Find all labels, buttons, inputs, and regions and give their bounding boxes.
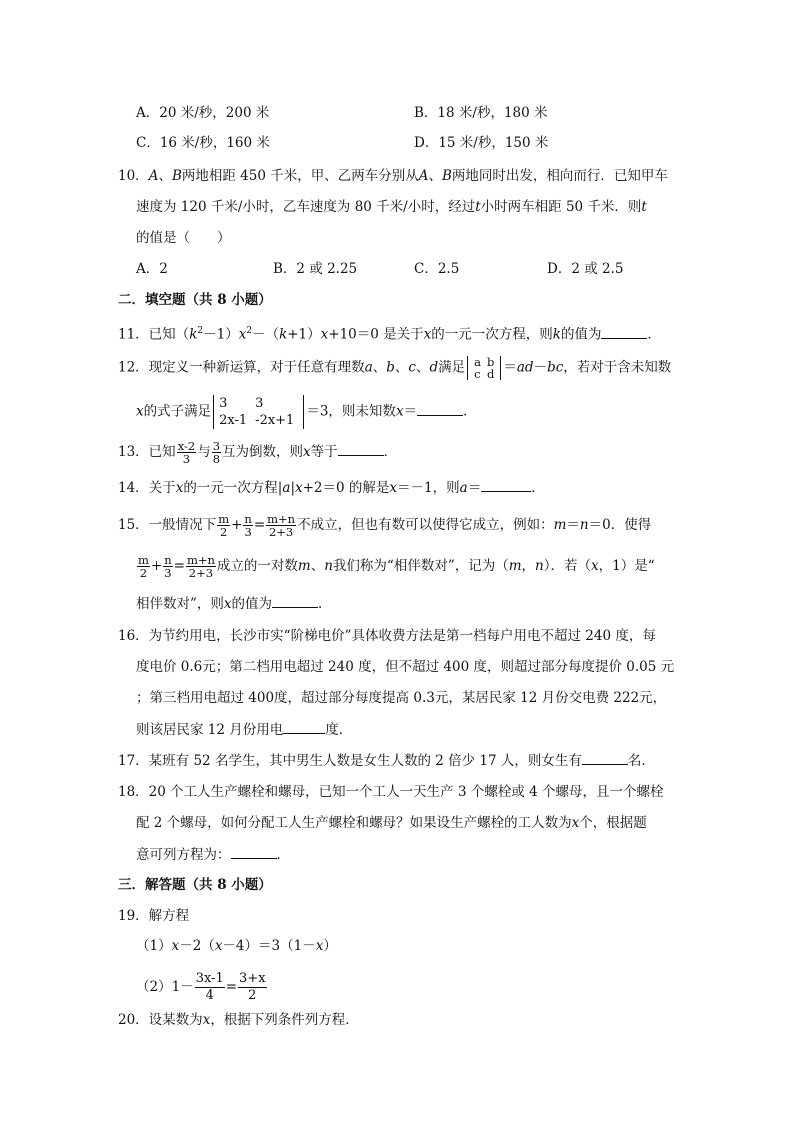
q11: 11．已知$(k^2-1)x^2-(k+1)x+10=0$ 是关于x的一元一次方程，则k的值为 ． [118,321,661,345]
q13: 13．已知 $\frac{x-2}{3}$ 与 $\frac{3}{8}$ 互为倒数，则x等于 ． [118,439,398,466]
q18-line-2: 配 2 个螺母，如何分配工人生产螺栓和螺母？如果设生产螺栓的工人数为x个，根据题 [136,815,647,831]
q9-option-a: A．20 米/秒，200 米 [136,105,270,121]
determinant-definition: a b c d [467,356,501,380]
q10-option-b: B．2 或 2.25 [273,261,358,277]
fraction: $\frac{m+n}{2+3}$ [186,553,215,580]
answer-blank [481,477,531,492]
answer-blank [601,324,647,339]
answer-blank [417,401,463,416]
fraction: $\frac{m}{2}$ [218,512,230,539]
q17: 17．某班有 52 名学生，其中男生人数是女生人数的 2 倍少 17 人，则女生有 名． [118,750,655,771]
determinant-equation: 3 3 2x-1 -2x+1 [213,395,304,429]
q18-line-1: 18．20 个工人生产螺栓和螺母，已知一个工人一天生产 3 个螺栓或 4 个螺母，且一个螺栓 [118,784,664,800]
q20: 20．设某数为x，根据下列条件列方程． [118,1012,359,1028]
q12-line-2: x的式子满足 3 3 2x-1 -2x+1 ＝3，则未知数x＝ ． [136,396,477,428]
answer-blank [582,750,628,765]
fraction: $\frac{m}{2}$ [138,553,149,580]
q10-option-c: C．2.5 [414,261,460,277]
section-3-title: 三．解答题（共 8 小题） [118,877,272,893]
q19-part-2: （2）1－ $\frac{3x-1}{4}$ = $\frac{3+x}{2}$ [136,971,266,1003]
q16-line-1: 16．为节约用电，长沙市实“阶梯电价”具体收费方法是第一档每户用电不超过 240 度，每 [118,628,656,644]
fraction: $\frac{3}{8}$ [212,439,221,466]
answer-blank [272,593,318,608]
q19-title: 19．解方程 [118,908,190,924]
fraction: $\frac{3x-1}{4}$ [195,971,224,1003]
q18-line-3: 意可列方程为： ． [136,844,290,865]
q10-line-2: 速度为 120 千米/小时，乙车速度为 80 千米/小时，经过t小时两车相距 50 千米．则t [136,199,647,215]
fraction: $\frac{n}{3}$ [244,512,252,539]
fraction: $\frac{n}{3}$ [164,553,172,580]
q9-option-c: C．16 米/秒，160 米 [136,135,270,151]
fraction: $\frac{m+n}{2+3}$ [267,512,296,539]
q16-line-4: 则该居民家 12 月份用电 度． [136,719,352,740]
q12-line-1: 12．现定义一种新运算，对于任意有理数a、b、c、d满足 a b c d ＝ad－bc，若对于含未知数 [118,355,672,381]
section-2-title: 二．填空题（共 8 小题） [118,292,272,308]
q10-option-a: A．2 [136,261,168,277]
q16-line-3: ；第三档用电超过 400度，超过部分每度提高 0.3元，某居民家 12 月份交电费 222元， [136,690,667,706]
answer-blank [231,844,277,859]
q10-option-d: D．2 或 2.5 [547,261,624,277]
answer-blank [338,441,384,456]
q15-line-2: $\frac{m}{2}$ + $\frac{n}{3}$ = $\frac{m+n}{2+3}$ 成立的一对数m、n我们称为“相伴数对”，记为（m，n）．若（x，1）是“ [138,553,655,580]
fraction: $\frac{x-2}{3}$ [177,439,196,466]
q9-option-b: B．18 米/秒，180 米 [414,105,548,121]
q9-option-d: D．15 米/秒，150 米 [414,135,549,151]
q15-line-3: 相伴数对”，则x的值为 ． [136,593,332,614]
q10-line-3: 的值是（ ） [136,230,231,246]
q19-part-1: （1）x－2（x－4）＝3（1－x） [136,938,337,954]
q14: 14．关于x的一元一次方程|a|x+2＝0 的解是x＝－1，则a＝ ． [118,477,545,498]
q10-line-1: 10．A、B两地相距 450 千米，甲、乙两车分别从A、B两地同时出发，相向而行．已知甲车 [118,168,668,184]
answer-blank [283,719,325,734]
q15-line-1: 15．一般情况下 $\frac{m}{2}$ + $\frac{n}{3}$ = $\frac{m+n}{2+3}$ 不成立，但也有数可以使得它成立，例如：m＝n＝0．使得 [118,512,652,539]
q16-line-2: 度电价 0.6元；第二档用电超过 240 度，但不超过 400 度，则超过部分每度提价 0.05 元 [136,659,675,675]
fraction: $\frac{3+x}{2}$ [239,971,266,1003]
